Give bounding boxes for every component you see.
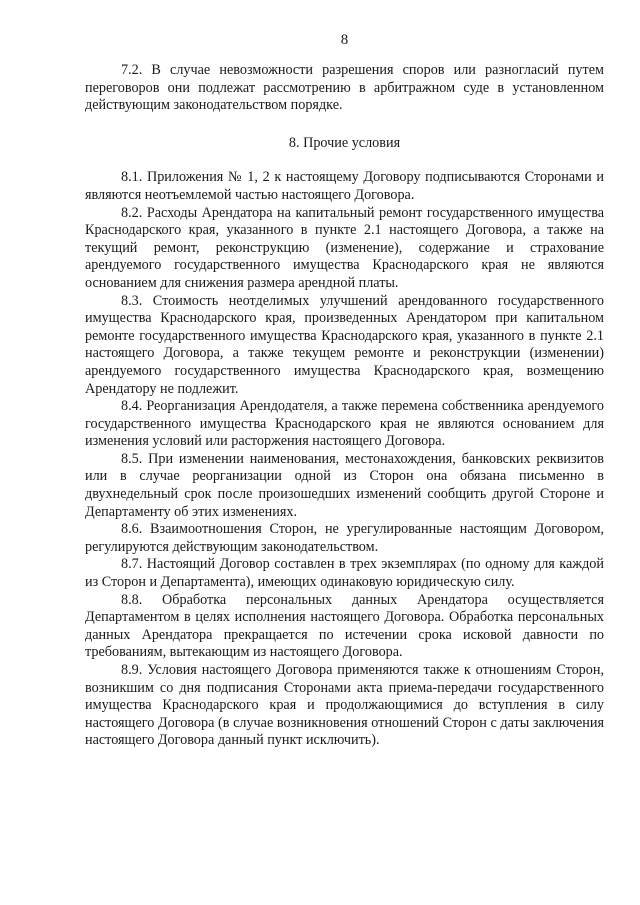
document-page [85,30,604,890]
clause-8-1: 8.1. Приложения № 1, 2 к настоящему Договору подписываются Сторонами и являются неотъемлемой частью настоящего Договора. [85,169,604,203]
clause-8-3: 8.3. Стоимость неотделимых улучшений арендованного государственного имущества Краснодарского края, произведенных Арендатором при капитальном ремонте государственного имущества Краснодарского края, указанного в пункте 2.1 настоящего Договора, а также текущем ремонте и реконструкции (изменении) арендуемого государственного имущества Краснодарского края, возмещению Арендатору не подлежит. [85,292,604,397]
clause-8-4: 8.4. Реорганизация Арендодателя, а также перемена собственника арендуемого государственного имущества Краснодарского края не являются основанием для изменения условий или расторжения настоящего Договора. [85,398,604,450]
clause-8-7: 8.7. Настоящий Договор составлен в трех экземплярах (по одному для каждой из Сторон и Департамента), имеющих одинаковую юридическую силу. [85,556,604,591]
clause-8-5: 8.5. При изменении наименования, местонахождения, банковских реквизитов или в случае реорганизации одной из Сторон она обязана письменно в двухнедельный срок после произошедших изменений сообщить другой Стороне и Департаменту об этих изменениях. [85,450,604,520]
page-number: 8 [340,32,349,48]
section-title: 8. Прочие условия [288,134,401,151]
clause-8-2: 8.2. Расходы Арендатора на капитальный ремонт государственного имущества Краснодарского края, указанного в пункте 2.1 настоящего Договора, а также на текущий ремонт, реконструкцию (изменение), содержание и страхование арендуемого государственного имущества Краснодарского края не являются основанием для снижения размера арендной платы. [85,204,604,291]
clause-8-6: 8.6. Взаимоотношения Сторон, не урегулированные настоящим Договором, регулируются действующим законодательством. [85,521,604,555]
clause-7-2: 7.2. В случае невозможности разрешения споров или разногласий путем переговоров они подлежат рассмотрению в арбитражном суде в установленном действующим законодательством порядке. [85,62,604,114]
clause-8-9: 8.9. Условия настоящего Договора применяются также к отношениям Сторон, возникшим со дня подписания Сторонами акта приема-передачи государственного имущества Краснодарского края и продолжающимися до вступления в силу настоящего Договора (в случае возникновения отношений Сторон с даты заключения настоящего Договора данный пункт исключить). [85,662,604,749]
clause-8-8: 8.8. Обработка персональных данных Арендатора осуществляется Департаментом в целях исполнения настоящего Договора. Обработка персональных данных Арендатора прекращается по истечении срока исковой давности по требованиям, вытекающим из настоящего Договора. [85,591,604,661]
